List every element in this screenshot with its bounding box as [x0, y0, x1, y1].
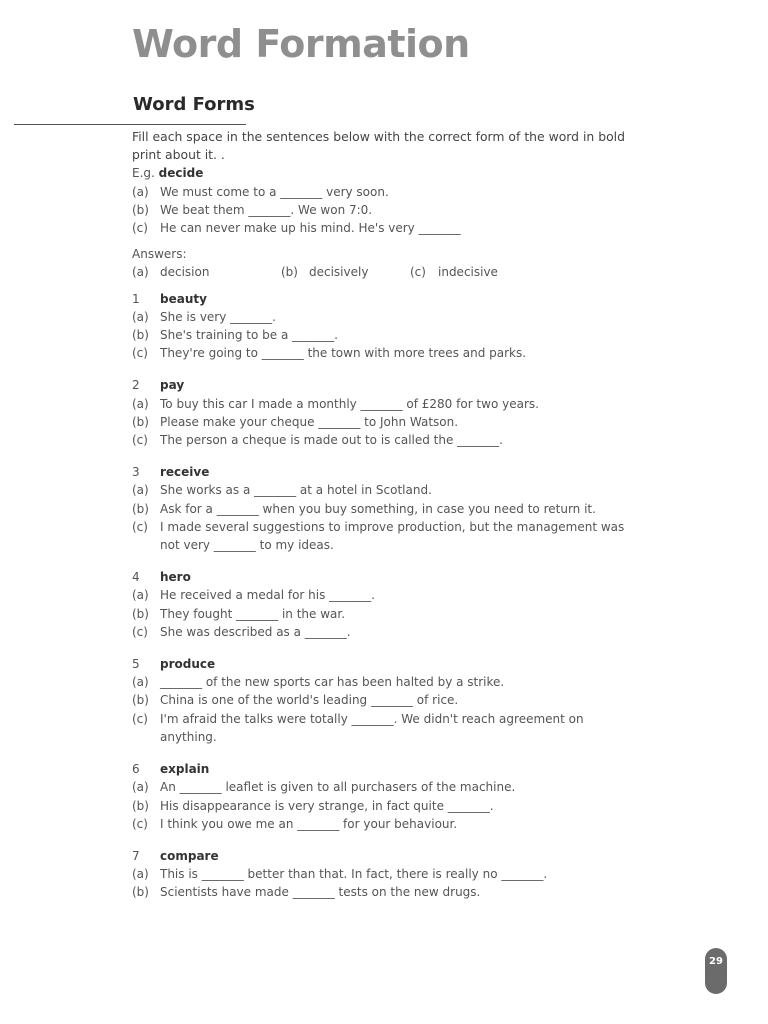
- item-label: (c): [132, 221, 148, 236]
- answer-text: decision: [160, 265, 210, 280]
- exercise-heading: [132, 376, 642, 394]
- exercise-number: 7: [132, 848, 140, 863]
- item-text: We must come to a _______ very soon.: [160, 184, 389, 199]
- exercise-item: [132, 586, 642, 604]
- exercise-item: [132, 883, 642, 901]
- exercise-heading: [132, 847, 642, 865]
- exercise-item: [132, 691, 642, 709]
- exercise-number: 3: [132, 465, 140, 480]
- item-text: Scientists have made _______ tests on the new drugs.: [160, 885, 481, 900]
- item-text: She works as a _______ at a hotel in Scotland.: [160, 483, 432, 498]
- exercise-word: explain: [160, 762, 210, 777]
- example-item: [132, 219, 642, 237]
- item-text: They're going to _______ the town with more trees and parks.: [160, 346, 527, 361]
- exercise-item: [132, 673, 642, 691]
- exercise-number: 4: [132, 570, 140, 585]
- item-label: (a): [132, 483, 149, 498]
- item-label: (c): [132, 624, 148, 639]
- exercise-item: [132, 605, 642, 623]
- exercise-item: [132, 308, 642, 326]
- page-number: 29: [709, 956, 723, 967]
- example-word: decide: [158, 166, 204, 181]
- exercise-word: receive: [160, 465, 210, 480]
- answer-label: (a): [132, 265, 149, 280]
- item-text: We beat them _______. We won 7:0.: [160, 202, 373, 217]
- item-text: She's training to be a _______.: [160, 328, 338, 343]
- exercise-item: [132, 395, 642, 413]
- exercise-heading: [132, 463, 642, 481]
- item-text: They fought _______ in the war.: [160, 606, 346, 621]
- item-label: (c): [132, 433, 148, 448]
- exercise-heading: [132, 655, 642, 673]
- exercise-number: 5: [132, 657, 140, 672]
- item-label: (b): [132, 693, 149, 708]
- item-label: (b): [132, 885, 149, 900]
- answer-text: decisively: [309, 265, 369, 280]
- example-heading: [132, 164, 642, 182]
- item-label: (a): [132, 675, 149, 690]
- item-text: An _______ leaflet is given to all purchasers of the machine.: [160, 780, 516, 795]
- item-label: (a): [132, 780, 149, 795]
- exercise-item: [132, 413, 642, 431]
- exercise-content: [132, 128, 642, 902]
- exercise-word: beauty: [160, 291, 207, 306]
- item-label: (b): [132, 414, 149, 429]
- item-label: (b): [132, 798, 149, 813]
- item-text: I'm afraid the talks were totally _______. We didn't reach agreement on anything.: [160, 711, 584, 744]
- exercise-item: [132, 431, 642, 449]
- item-text: She was described as a _______.: [160, 624, 351, 639]
- item-label: (b): [132, 328, 149, 343]
- exercise-word: pay: [160, 378, 185, 393]
- item-label: (a): [132, 396, 149, 411]
- exercise-heading: [132, 290, 642, 308]
- exercise-word: produce: [160, 657, 216, 672]
- instructions: Fill each space in the sentences below with the correct form of the word in bold print about it. .: [132, 129, 625, 163]
- item-label: (b): [132, 501, 149, 516]
- answers-row: [132, 263, 642, 281]
- item-text: He received a medal for his _______.: [160, 588, 375, 603]
- item-text: Ask for a _______ when you buy something, in case you need to return it.: [160, 501, 596, 516]
- exercise-item: [132, 623, 642, 641]
- item-text: The person a cheque is made out to is called the _______.: [160, 433, 503, 448]
- answer-text: indecisive: [438, 265, 498, 280]
- exercise-word: hero: [160, 570, 191, 585]
- exercise-number: 2: [132, 378, 140, 393]
- item-text: Please make your cheque _______ to John Watson.: [160, 414, 459, 429]
- section-title: Word Forms: [133, 94, 255, 115]
- section-divider: [14, 124, 246, 125]
- exercise-item: [132, 518, 642, 554]
- exercise-item: [132, 778, 642, 796]
- exercise-number: 6: [132, 762, 140, 777]
- item-label: (a): [132, 867, 149, 882]
- item-label: (c): [132, 346, 148, 361]
- exercise-item: [132, 797, 642, 815]
- item-text: This is _______ better than that. In fact, there is really no _______.: [160, 867, 548, 882]
- item-label: (c): [132, 519, 148, 534]
- item-text: He can never make up his mind. He's very _______: [160, 221, 461, 236]
- answer-label: (c): [410, 265, 426, 280]
- exercise-number: 1: [132, 291, 140, 306]
- item-label: (a): [132, 588, 149, 603]
- page-title: Word Formation: [132, 22, 470, 66]
- example-item: [132, 183, 642, 201]
- item-label: (a): [132, 309, 149, 324]
- item-label: (b): [132, 606, 149, 621]
- exercise-heading: [132, 760, 642, 778]
- answer-label: (b): [281, 265, 298, 280]
- exercise-item: [132, 815, 642, 833]
- item-text: China is one of the world's leading _______ of rice.: [160, 693, 459, 708]
- example-item: [132, 201, 642, 219]
- exercise-word: compare: [160, 848, 219, 863]
- item-label: (a): [132, 184, 149, 199]
- page-number-badge: [705, 948, 727, 994]
- item-text: To buy this car I made a monthly _______ of £280 for two years.: [160, 396, 539, 411]
- exercise-item: [132, 865, 642, 883]
- item-text: _______ of the new sports car has been halted by a strike.: [160, 675, 505, 690]
- item-label: (b): [132, 202, 149, 217]
- item-text: She is very _______.: [160, 309, 276, 324]
- exercise-heading: [132, 568, 642, 586]
- item-label: (c): [132, 711, 148, 726]
- item-text: His disappearance is very strange, in fact quite _______.: [160, 798, 494, 813]
- answers-label: Answers:: [132, 247, 187, 262]
- item-text: I made several suggestions to improve production, but the management was not very _______ to my ideas.: [160, 519, 625, 553]
- exercise-item: [132, 326, 642, 344]
- exercise-item: [132, 710, 642, 746]
- exercise-item: [132, 481, 642, 499]
- exercise-item: [132, 500, 642, 518]
- example-prefix: E.g.: [132, 166, 155, 181]
- exercise-item: [132, 344, 642, 362]
- item-label: (c): [132, 816, 148, 831]
- item-text: I think you owe me an _______ for your behaviour.: [160, 816, 458, 831]
